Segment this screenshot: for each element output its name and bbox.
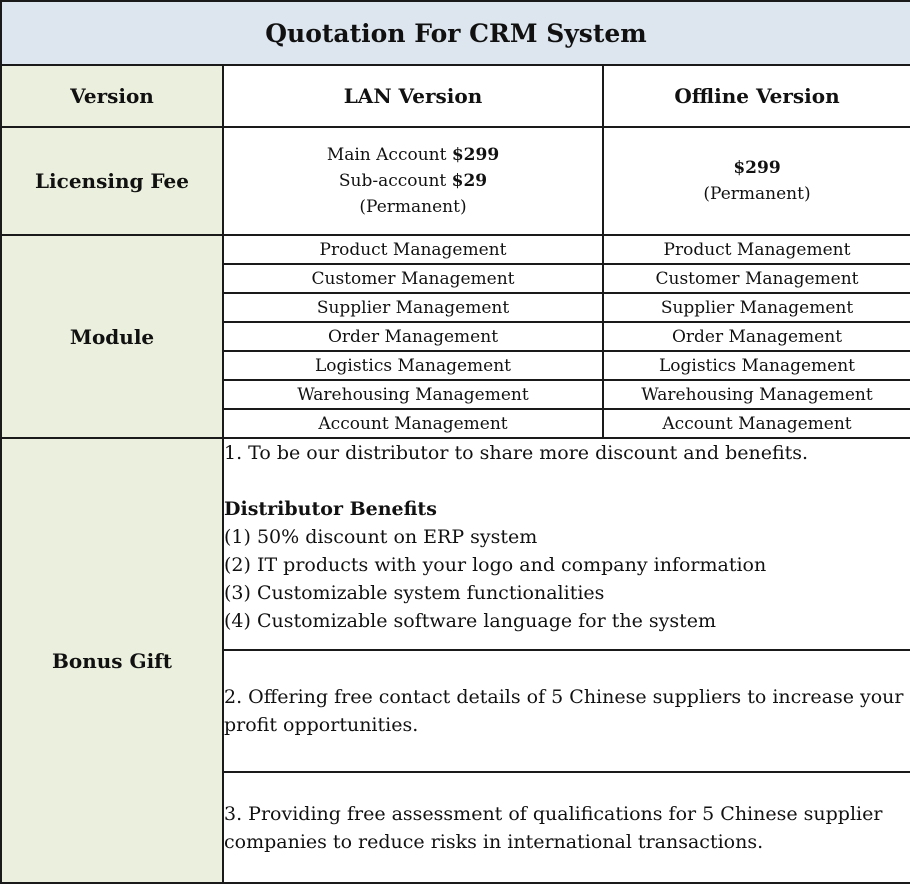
module-label: Module (1, 235, 223, 438)
lan-module-item: Logistics Management (223, 351, 603, 380)
bonus-item-3 (223, 772, 910, 883)
offline-module-item: Order Management (603, 322, 910, 351)
offline-version-header: Offline Version (603, 65, 910, 127)
bonus-item-1 (223, 438, 910, 650)
offline-module-item: Logistics Management (603, 351, 910, 380)
offline-module-item: Customer Management (603, 264, 910, 293)
lan-module-item: Order Management (223, 322, 603, 351)
table-title: Quotation For CRM System (1, 1, 910, 65)
lan-module-item: Account Management (223, 409, 603, 438)
lan-licensing-fee (223, 127, 603, 235)
bonus-item-2-text: 2. Offering free contact details of 5 Chinese suppliers to increase your profit opportunities. (224, 686, 904, 736)
distributor-benefits-title: Distributor Benefits (224, 498, 437, 520)
bonus-item-3-text: 3. Providing free assessment of qualifications for 5 Chinese supplier companies to reduce risks in international transactions. (224, 802, 883, 853)
lan-main-account-text: Main Account (326, 145, 452, 165)
bonus-item-2 (223, 650, 910, 772)
lan-sub-account-line (224, 168, 602, 194)
offline-module-item: Warehousing Management (603, 380, 910, 409)
lan-license-term: (Permanent) (359, 197, 467, 217)
benefit-item: (1) 50% discount on ERP system (224, 526, 538, 548)
lan-module-item: Customer Management (223, 264, 603, 293)
bonus-item-1-text: 1. To be our distributor to share more discount and benefits. (224, 442, 809, 464)
offline-module-item: Supplier Management (603, 293, 910, 322)
lan-version-header: LAN Version (223, 65, 603, 127)
lan-sub-account-price: $29 (451, 171, 488, 191)
lan-sub-account-text: Sub-account (338, 171, 452, 191)
offline-license-term: (Permanent) (703, 184, 811, 204)
version-label: Version (1, 65, 223, 127)
benefit-item: (2) IT products with your logo and company information (224, 554, 767, 576)
lan-module-item: Warehousing Management (223, 380, 603, 409)
licensing-fee-label: Licensing Fee (1, 127, 223, 235)
lan-module-item: Product Management (223, 235, 603, 264)
lan-main-account-price: $299 (451, 145, 500, 165)
bonus-gift-label: Bonus Gift (1, 438, 223, 883)
offline-module-item: Account Management (603, 409, 910, 438)
benefit-item: (4) Customizable software language for the system (224, 610, 717, 632)
benefit-item: (3) Customizable system functionalities (224, 582, 605, 604)
offline-module-item: Product Management (603, 235, 910, 264)
offline-price: $299 (733, 158, 781, 178)
offline-licensing-fee (603, 127, 910, 235)
lan-main-account-line (224, 142, 602, 168)
lan-module-item: Supplier Management (223, 293, 603, 322)
